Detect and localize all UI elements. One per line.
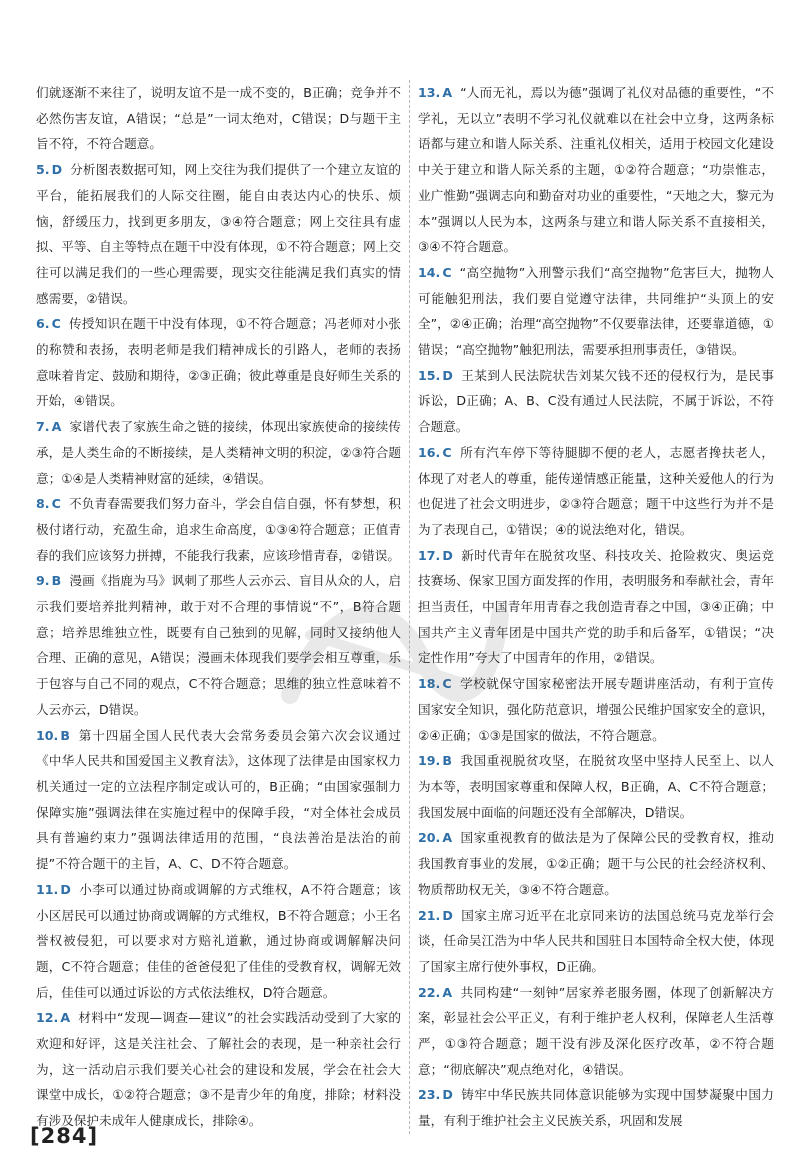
answer-entry bbox=[418, 825, 774, 902]
explanation-text: 王某到人民法院状告刘某欠钱不还的侵权行为，是民事诉讼，D正确；A、B、C没有通过人民法院，不属于诉讼，不符合题意。 bbox=[418, 367, 774, 435]
question-number: 9. bbox=[36, 573, 50, 589]
answer-entry bbox=[36, 157, 401, 311]
question-number: 21. bbox=[418, 907, 441, 923]
answer-letter: D bbox=[442, 1087, 453, 1103]
explanation-text: 共同构建“一刻钟”居家养老服务圈，体现了创新解决方案，彰显社会公平正义，有利于维护老人权利，保障老人生活尊严，①③符合题意；题干没有涉及深化医疗改革，②不符合题意；“彻底解决”观点绝对化，④错误。 bbox=[418, 984, 774, 1077]
explanation-text: “人而无礼，焉以为德”强调了礼仪对品德的重要性，“不学礼，无以立”表明不学习礼仪就难以在社会中立身，这两条标语都与建立和谐人际关系、注重礼仪相关，适用于校园文化建设中关于建立和谐人际关系的主题，①②符合题意；“功崇惟志，业广惟勤”强调志向和勤奋对功业的重要性，“天地之大，黎元为本”强调以人民为本，这两条与建立和谐人际关系不直接相关，③④不符合题意。 bbox=[418, 85, 774, 255]
answer-letter: D bbox=[51, 162, 63, 178]
answer-letter: D bbox=[442, 907, 453, 923]
question-number: 10. bbox=[36, 727, 59, 743]
question-number: 13. bbox=[418, 85, 441, 100]
explanation-text: 漫画《指鹿为马》讽刺了那些人云亦云、盲目从众的人，启示我们要培养批判精神，敢于对不合理的事情说“不”，B符合题意；培养思维独立性，既要有自己独到的见解，同时又接纳他人合理、正确的意见，A错误；漫画未体现我们要学会相互尊重，乐于包容与自己不同的观点，C不符合题意；思维的独立性意味着不人云亦云，D错误。 bbox=[36, 573, 401, 717]
question-number: 6. bbox=[36, 316, 50, 332]
explanation-text: 学校就保守国家秘密法开展专题讲座活动，有利于宣传国家安全知识，强化防范意识，增强公民维护国家安全的意识，②④正确；①③是国家的做法，不符合题意。 bbox=[418, 676, 774, 743]
answer-entry bbox=[418, 363, 774, 440]
answer-entry bbox=[418, 980, 774, 1083]
left-continuation-text: 们就逐渐不来往了，说明友谊不是一成不变的，B正确；竞争并不必然伤害友谊，A错误；“总是”一词太绝对，C错误；D与题干主旨不符，不符合题意。 bbox=[36, 85, 401, 152]
answer-letter: B bbox=[51, 573, 62, 589]
page-number-value: 284 bbox=[40, 1124, 88, 1148]
answer-letter: A bbox=[51, 419, 62, 435]
answer-entry bbox=[418, 1082, 774, 1133]
question-number: 7. bbox=[36, 419, 50, 435]
answer-letter: C bbox=[51, 316, 61, 332]
answer-entry bbox=[418, 440, 774, 543]
explanation-text: 新时代青年在脱贫攻坚、科技攻关、抢险救灾、奥运竞技赛场、保家卫国方面发挥的作用，表明服务和奉献社会，青年担当责任，中国青年用青春之我创造青春之中国，③④正确；中国共产主义青年团是中国共产党的助手和后备军，①错误；“决定性作用”夸大了中国青年的作用，②错误。 bbox=[418, 547, 774, 666]
answer-entry bbox=[418, 260, 774, 363]
question-number: 17. bbox=[418, 547, 441, 563]
answer-entry bbox=[418, 80, 774, 260]
question-number: 12. bbox=[36, 1010, 59, 1026]
answer-letter: D bbox=[60, 881, 71, 897]
explanation-text: 家谱代表了家族生命之链的接续，体现出家族使命的接续传承，是人类生命的不断接续，是人类精神文明的积淀，②③符合题意；①④是人类精神财富的延续，④错误。 bbox=[36, 419, 401, 486]
page-number: [284] bbox=[30, 1124, 99, 1148]
answer-entry bbox=[36, 311, 401, 414]
answer-entry bbox=[418, 748, 774, 825]
right-entry-list bbox=[418, 80, 774, 1134]
explanation-text: 小李可以通过协商或调解的方式维权，A不符合题意；该小区居民可以通过协商或调解的方式维权，B不符合题意；小王名誉权被侵犯，可以要求对方赔礼道歉，通过协商或调解解决问题，C不符合题意；佳佳的爸爸侵犯了佳佳的受教育权，调解无效后，佳佳可以通过诉讼的方式依法维权，D符合题意。 bbox=[36, 881, 401, 1000]
question-number: 8. bbox=[36, 496, 50, 512]
explanation-text: 材料中“发现—调查—建议”的社会实践活动受到了大家的欢迎和好评，这是关注社会、了解社会的表现，是一种亲社会行为，这一活动启示我们要关心社会的建设和发展，学会在社会大课堂中成长，①②符合题意；③不是青少年的角度，排除；材料没有涉及保护未成年人健康成长，排除④。 bbox=[36, 1010, 401, 1129]
explanation-text: 传授知识在题干中没有体现，①不符合题意；冯老师对小张的称赞和表扬，表明老师是我们精神成长的引路人，老师的表扬意味着肯定、鼓励和期待，②③正确；彼此尊重是良好师生关系的开始，④错误。 bbox=[36, 316, 401, 409]
question-number: 19. bbox=[418, 753, 441, 769]
answer-letter: A bbox=[60, 1010, 71, 1026]
explanation-text: “高空抛物”入刑警示我们“高空抛物”危害巨大，抛物人可能触犯刑法，我们要自觉遵守法律，共同维护“头顶上的安全”，②④正确；治理“高空抛物”不仅要靠法律，还要靠道德，①错误；“高空抛物”触犯刑法，需要承担刑事责任，③错误。 bbox=[418, 264, 774, 358]
question-number: 16. bbox=[418, 444, 441, 460]
answer-letter: C bbox=[51, 496, 61, 512]
explanation-text: 铸牢中华民族共同体意识能够为实现中国梦凝聚中国力量，有利于维护社会主义民族关系，巩固和发展 bbox=[418, 1087, 774, 1129]
answer-letter: A bbox=[442, 984, 453, 1000]
explanation-text: 国家重视教育的做法是为了保障公民的受教育权，推动我国教育事业的发展，①②正确；题干与公民的社会经济权利、物质帮助权无关，③④不符合题意。 bbox=[418, 830, 774, 897]
question-number: 22. bbox=[418, 984, 441, 1000]
question-number: 20. bbox=[418, 830, 441, 846]
answer-entry bbox=[418, 903, 774, 980]
question-number: 23. bbox=[418, 1087, 441, 1103]
answer-letter: C bbox=[442, 676, 452, 692]
explanation-text: 分析图表数据可知，网上交往为我们提供了一个建立友谊的平台，能拓展我们的人际交往圈，能自由表达内心的快乐、烦恼，舒缓压力，找到更多朋友，③④符合题意；网上交往具有虚拟、平等、自主等特点在题干中没有体现，①不符合题意；网上交往可以满足我们的一些心理需要，现实交往能满足我们真实的情感需要，②错误。 bbox=[36, 162, 401, 306]
answer-letter: B bbox=[60, 727, 70, 743]
answer-letter: D bbox=[442, 367, 453, 383]
answer-letter: A bbox=[442, 85, 453, 100]
explanation-text: 我国重视脱贫攻坚，在脱贫攻坚中坚持人民至上、以人为本等，表明国家尊重和保障人权，B正确，A、C不符合题意；我国发展中面临的问题还没有全部解决，D错误。 bbox=[418, 753, 774, 820]
right-column bbox=[418, 80, 774, 1134]
question-number: 15. bbox=[418, 367, 441, 383]
answer-entry bbox=[36, 1005, 401, 1134]
explanation-text: 所有汽车停下等待腿脚不便的老人，志愿者搀扶老人，体现了对老人的尊重，能传递情感正能量，这种关爱他人的行为也促进了社会文明进步，②③符合题意；题干中这些行为并不是为了表现自己，①错误；④的说法绝对化，错误。 bbox=[418, 444, 774, 537]
explanation-text: 不负青春需要我们努力奋斗，学会自信自强，怀有梦想，积极付诸行动，充盈生命，追求生命高度，①③④符合题意；正值青春的我们应该努力拼搏，不能我行我素，应该珍惜青春，②错误。 bbox=[36, 496, 401, 563]
explanation-text: 国家主席习近平在北京同来访的法国总统马克龙举行会谈，任命吴江浩为中华人民共和国驻日本国特命全权大使，体现了国家主席行使外事权，D正确。 bbox=[418, 907, 774, 974]
question-number: 5. bbox=[36, 162, 50, 178]
answer-letter: A bbox=[442, 830, 453, 846]
answer-letter: B bbox=[442, 753, 452, 769]
question-number: 14. bbox=[418, 264, 441, 280]
answer-entry bbox=[418, 543, 774, 672]
answer-letter: C bbox=[442, 264, 452, 280]
answer-entry bbox=[36, 568, 401, 722]
answer-entry bbox=[36, 491, 401, 568]
answer-letter: D bbox=[442, 547, 453, 563]
explanation-text: 第十四届全国人民代表大会常务委员会第六次会议通过《中华人民共和国爱国主义教育法》，这体现了法律是由国家权力机关通过一定的立法程序制定或认可的，B正确；“由国家强制力保障实施”强调法律在实施过程中的保障手段，“对全体社会成员具有普遍约束力”强调法律适用的范围，“良法善治是法治的前提”不符合题干的主旨，A、C、D不符合题意。 bbox=[36, 727, 401, 872]
answer-letter: C bbox=[442, 444, 452, 460]
question-number: 18. bbox=[418, 676, 441, 692]
question-number: 11. bbox=[36, 881, 59, 897]
left-entry-list bbox=[36, 157, 401, 1134]
answer-entry bbox=[36, 877, 401, 1006]
answer-entry bbox=[36, 723, 401, 877]
left-column bbox=[36, 80, 401, 1134]
answer-entry bbox=[36, 414, 401, 491]
answer-entry bbox=[418, 671, 774, 748]
